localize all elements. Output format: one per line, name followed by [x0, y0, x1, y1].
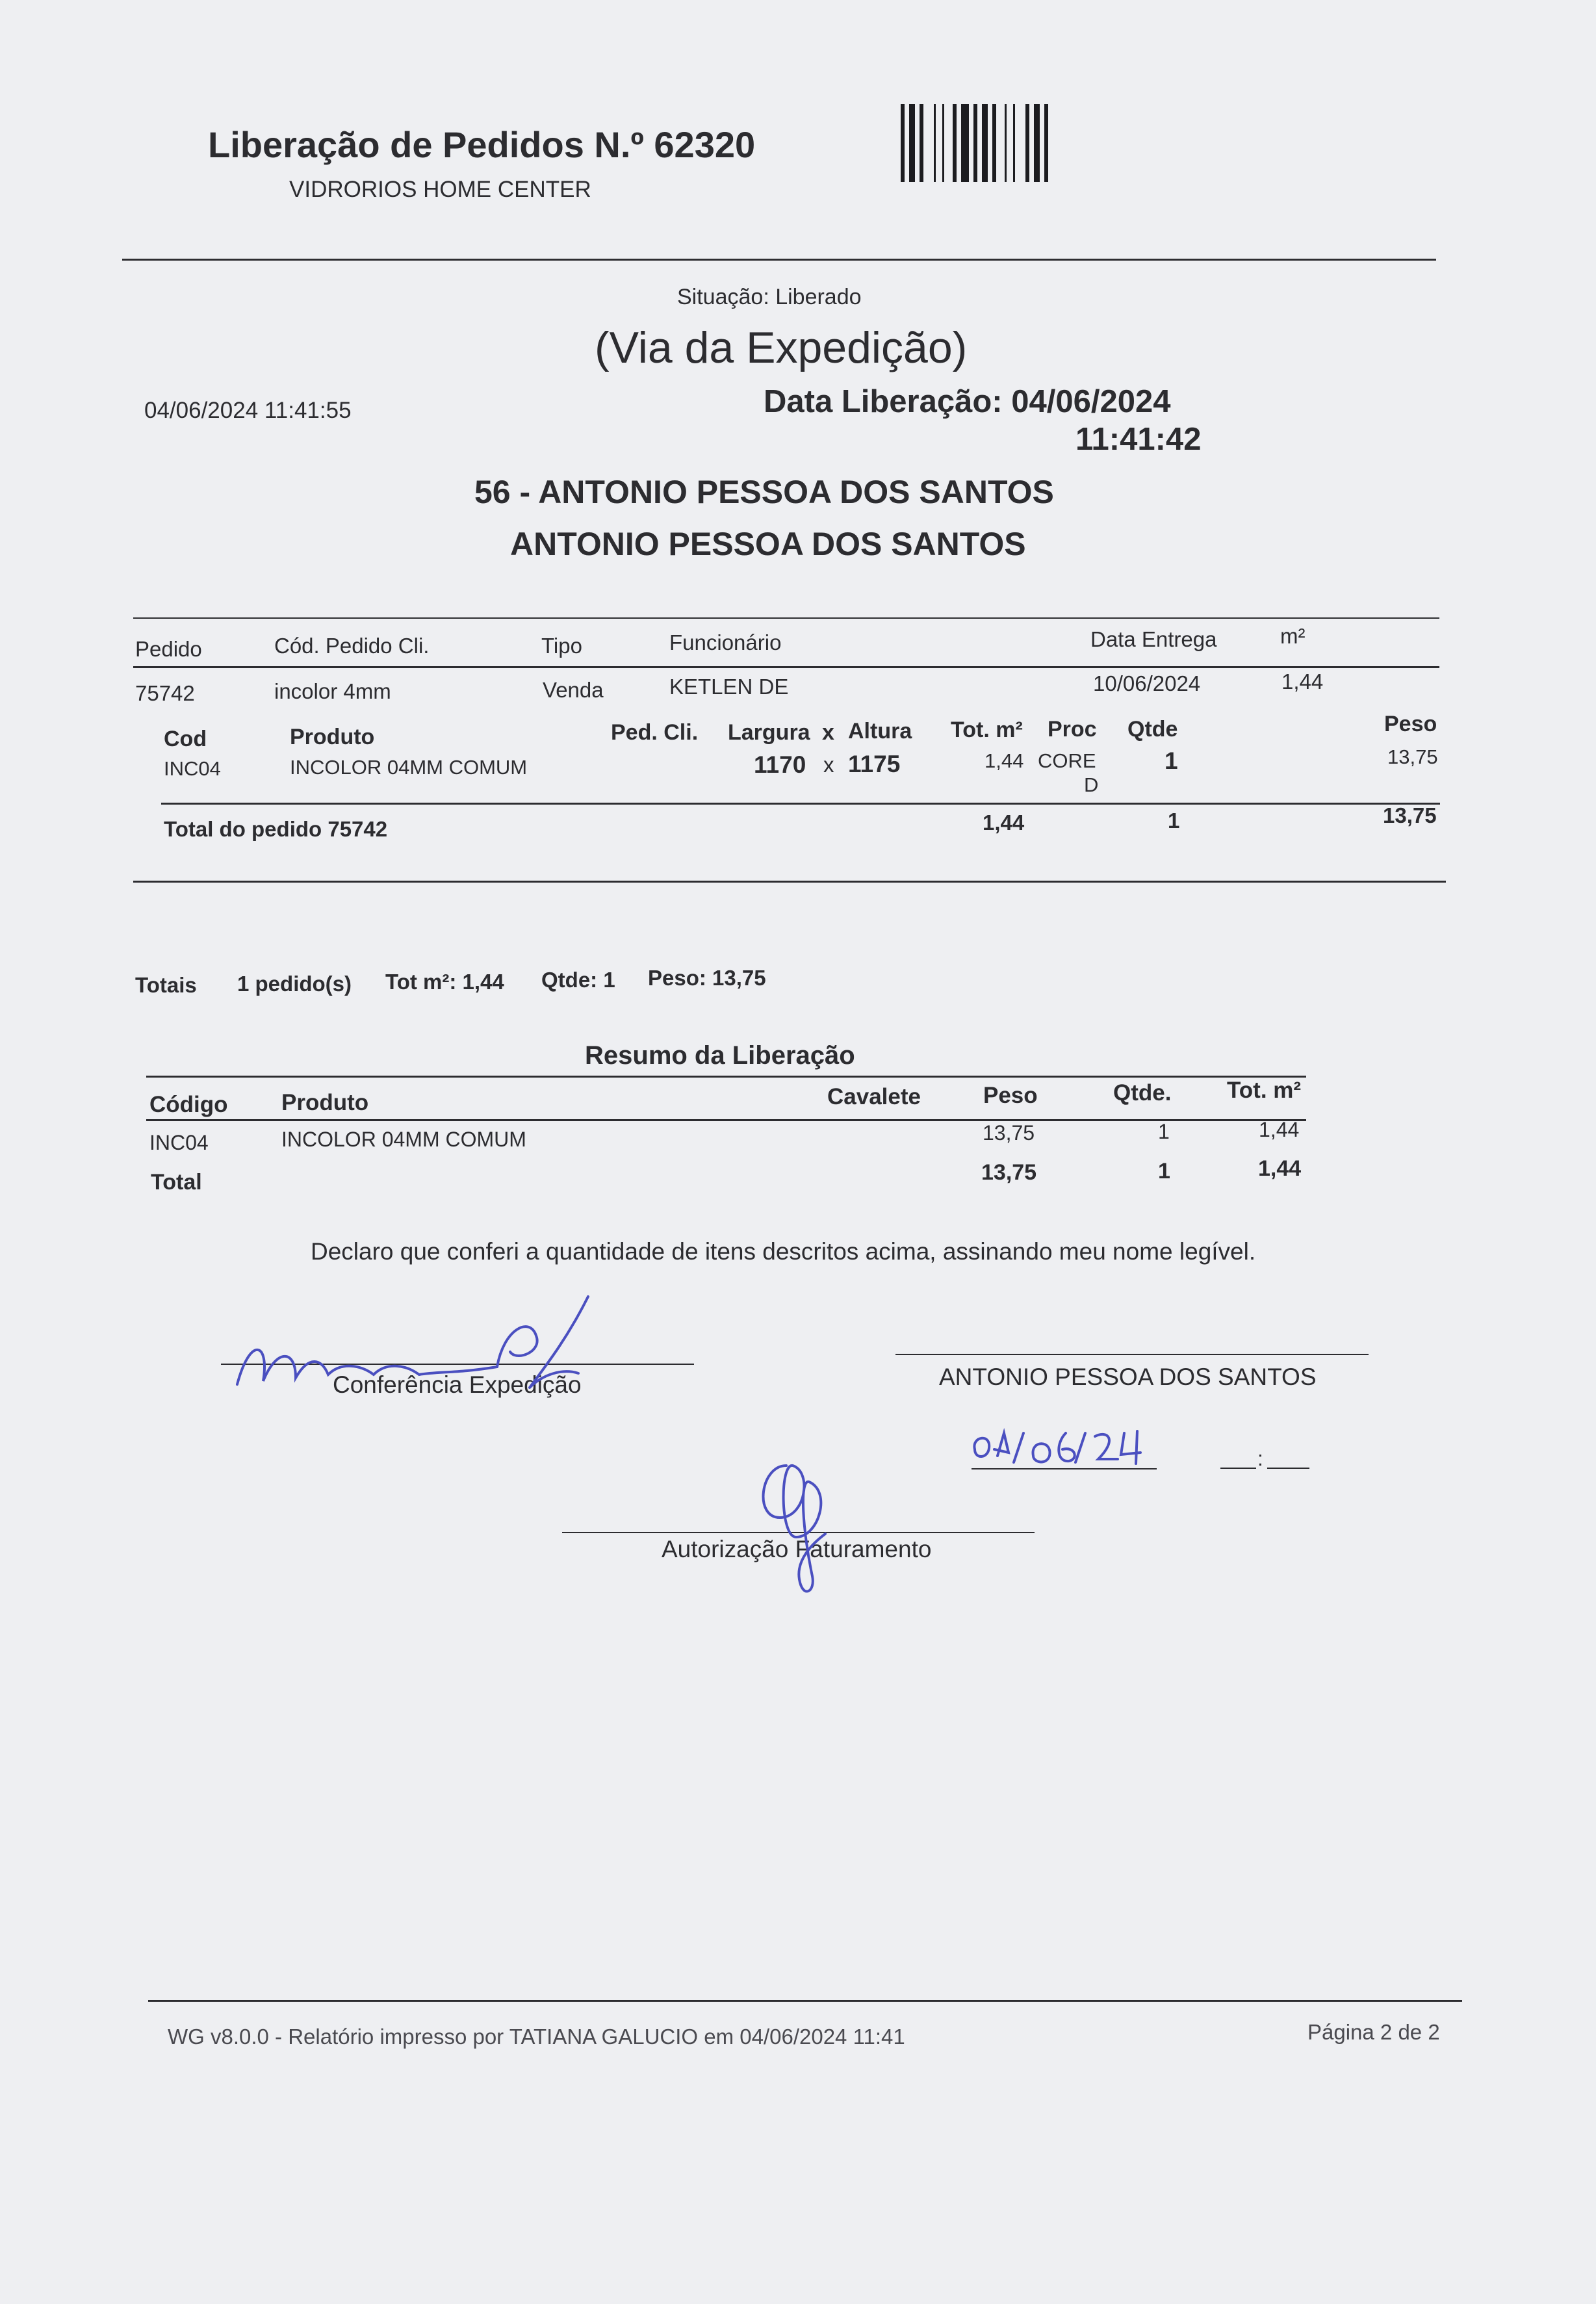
release-time: 11:41:42: [1075, 422, 1202, 457]
order-tipo: Venda: [543, 678, 604, 702]
copy-type: (Via da Expedição): [595, 323, 968, 372]
autorizacao-handwritten-signature: [741, 1446, 858, 1599]
item-col-cod: Cod: [164, 727, 207, 751]
header-divider: [122, 259, 1436, 261]
order-m2: 1,44: [1281, 669, 1324, 693]
totals-pedidos: 1 pedido(s): [237, 972, 352, 996]
time-blank-line-minutes: [1267, 1468, 1309, 1469]
item-proc: CORE: [1038, 749, 1096, 772]
resumo-col-codigo: Código: [149, 1092, 228, 1117]
item-col-qtde: Qtde: [1127, 717, 1178, 742]
totals-peso: Peso: 13,75: [648, 966, 766, 990]
footer-rule: [148, 2000, 1462, 2002]
item-peso: 13,75: [1387, 745, 1438, 768]
item-tot-m2: 1,44: [985, 749, 1024, 772]
document-title: Liberação de Pedidos N.º 62320: [208, 124, 756, 165]
resumo-row-codigo: INC04: [149, 1131, 209, 1154]
resumo-title: Resumo da Liberação: [585, 1041, 855, 1070]
totals-qtde: Qtde: 1: [541, 968, 615, 992]
release-date: Data Liberação: 04/06/2024: [764, 384, 1171, 419]
order-col-tipo: Tipo: [541, 634, 582, 658]
print-timestamp: 04/06/2024 11:41:55: [144, 398, 352, 423]
order-header-rule: [133, 666, 1439, 668]
company-name: VIDRORIOS HOME CENTER: [289, 177, 591, 202]
item-proc-cont: D: [1084, 773, 1099, 796]
item-altura: 1175: [848, 751, 901, 777]
resumo-top-rule: [146, 1076, 1306, 1078]
order-col-data-entrega: Data Entrega: [1090, 627, 1217, 651]
resumo-col-produto: Produto: [281, 1090, 369, 1115]
order-table-top-rule: [133, 617, 1439, 619]
conferencia-label: Conferência Expedição: [333, 1371, 582, 1398]
resumo-row-qtde: 1: [1158, 1120, 1170, 1143]
item-col-proc: Proc: [1048, 717, 1097, 742]
order-cod-cli: incolor 4mm: [274, 679, 391, 703]
item-col-produto: Produto: [290, 725, 375, 749]
handwritten-date: [968, 1423, 1228, 1475]
item-col-x: x: [822, 720, 834, 745]
order-total-qtde: 1: [1168, 809, 1180, 833]
order-total-m2: 1,44: [983, 810, 1025, 835]
resumo-total-peso: 13,75: [981, 1160, 1037, 1185]
resumo-total-tot-m2: 1,44: [1258, 1156, 1302, 1181]
resumo-row-peso: 13,75: [983, 1121, 1035, 1145]
resumo-col-peso: Peso: [983, 1083, 1038, 1108]
time-separator: :: [1257, 1447, 1263, 1470]
resumo-row-tot-m2: 1,44: [1259, 1118, 1300, 1141]
order-bottom-rule: [133, 881, 1446, 883]
item-produto: INCOLOR 04MM COMUM: [290, 756, 528, 779]
item-col-tot-m2: Tot. m²: [951, 718, 1023, 742]
autorizacao-label: Autorização Faturamento: [662, 1536, 932, 1562]
totals-label: Totais: [135, 973, 197, 997]
item-col-ped-cli: Ped. Cli.: [611, 720, 699, 745]
order-total-label: Total do pedido 75742: [164, 817, 388, 841]
barcode: [901, 104, 1132, 183]
customer-line2: ANTONIO PESSOA DOS SANTOS: [510, 526, 1026, 562]
order-total-rule: [161, 803, 1440, 805]
conferencia-handwritten-signature: [224, 1290, 647, 1401]
resumo-total-label: Total: [151, 1170, 202, 1195]
order-col-funcionario: Funcionário: [669, 630, 782, 654]
resumo-col-cavalete: Cavalete: [827, 1084, 921, 1109]
customer-line1: 56 - ANTONIO PESSOA DOS SANTOS: [474, 474, 1054, 510]
resumo-col-tot-m2: Tot. m²: [1227, 1078, 1302, 1103]
order-col-cod-cli: Cód. Pedido Cli.: [274, 634, 430, 658]
item-col-largura: Largura: [728, 720, 810, 745]
footer-page-number: Página 2 de 2: [1307, 2020, 1440, 2044]
order-col-m2: m²: [1280, 624, 1306, 648]
item-largura: 1170: [754, 751, 806, 778]
item-qtde: 1: [1165, 747, 1178, 774]
order-col-pedido: Pedido: [135, 637, 202, 661]
totals-tot-m2: Tot m²: 1,44: [385, 970, 504, 994]
resumo-col-qtde: Qtde.: [1113, 1080, 1172, 1106]
resumo-total-qtde: 1: [1158, 1159, 1170, 1184]
footer-printed-by: WG v8.0.0 - Relatório impresso por TATIANA GALUCIO em 04/06/2024 11:41: [168, 2025, 905, 2049]
item-cod: INC04: [164, 757, 221, 780]
customer-signature-name: ANTONIO PESSOA DOS SANTOS: [939, 1364, 1317, 1390]
time-blank-line-hours: [1220, 1468, 1256, 1469]
status-text: Situação: Liberado: [677, 285, 862, 309]
declaration-text: Declaro que conferi a quantidade de itens descritos acima, assinando meu nome legível.: [311, 1238, 1256, 1265]
item-x: x: [823, 753, 834, 777]
order-total-peso: 13,75: [1383, 803, 1437, 827]
item-col-peso: Peso: [1384, 712, 1437, 736]
customer-signature-line: [895, 1354, 1369, 1355]
resumo-row-produto: INCOLOR 04MM COMUM: [281, 1128, 526, 1151]
order-data-entrega: 10/06/2024: [1093, 671, 1201, 695]
order-pedido: 75742: [135, 681, 195, 705]
resumo-header-rule: [146, 1119, 1306, 1121]
item-col-altura: Altura: [848, 719, 912, 744]
order-funcionario: KETLEN DE: [669, 675, 789, 699]
